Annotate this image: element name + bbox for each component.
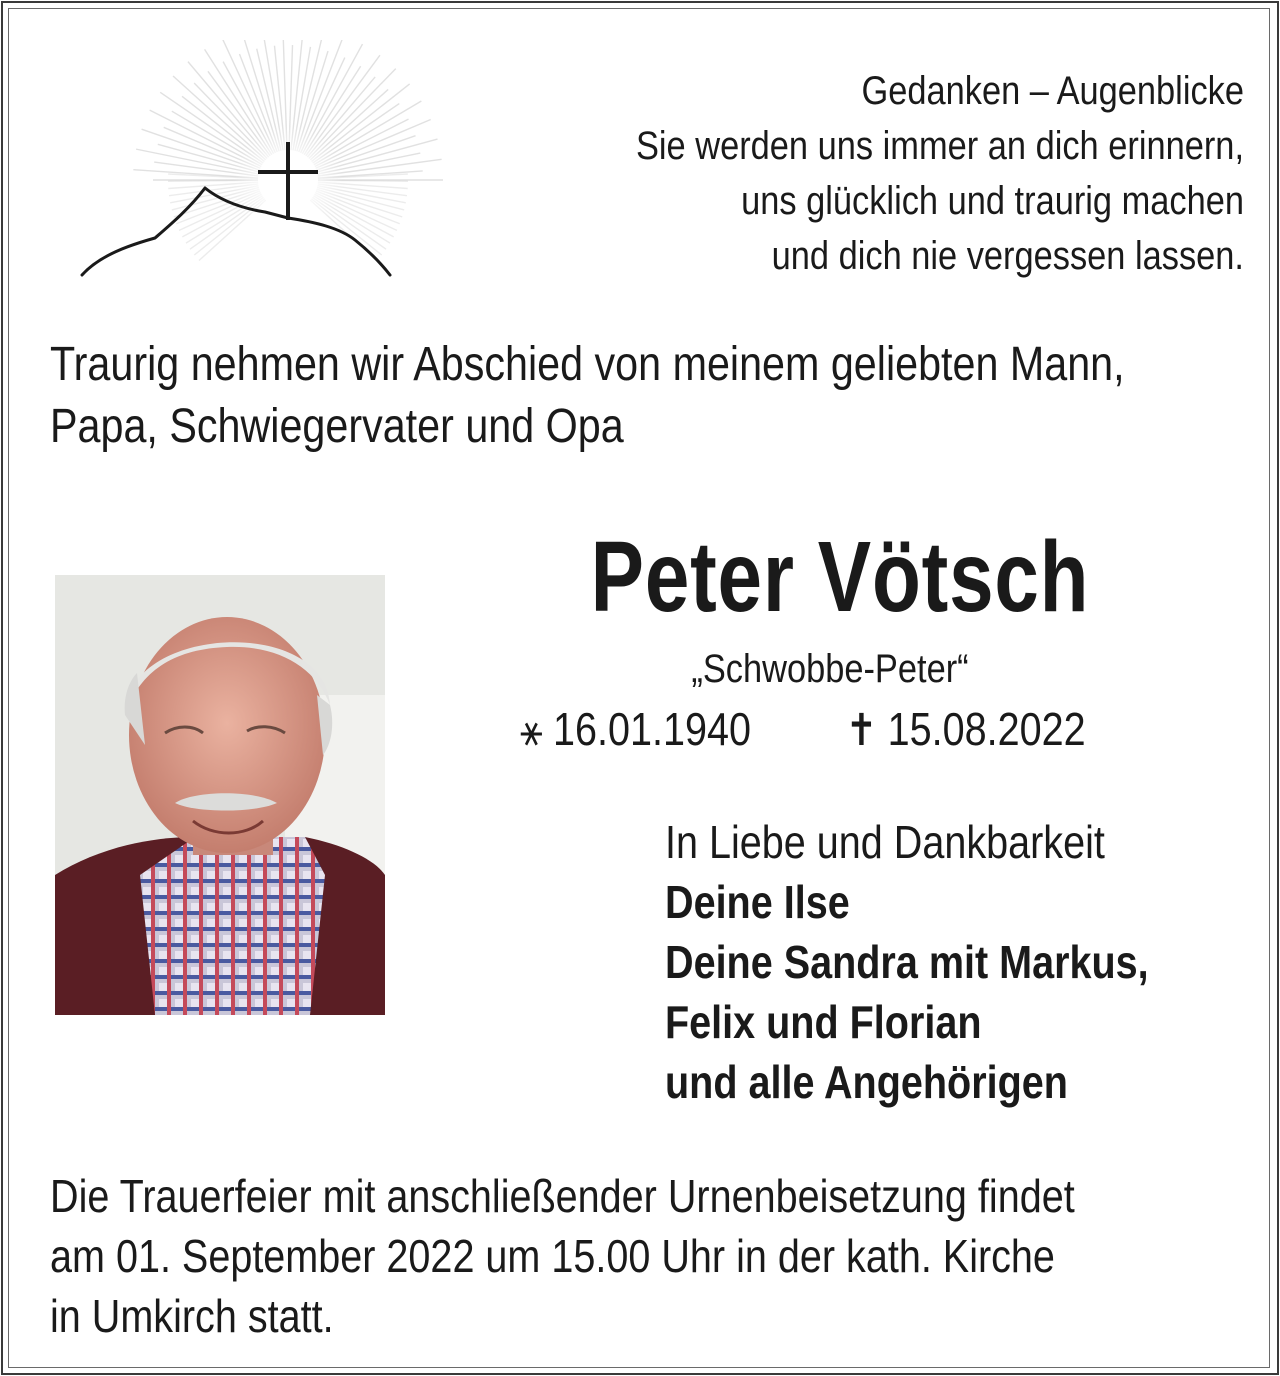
signatory-line: Deine Ilse (665, 876, 850, 928)
poem-line: Gedanken – Augenblicke (861, 69, 1244, 113)
service-line: am 01. September 2022 um 15.00 Uhr in der kath. Kirche (50, 1230, 1055, 1282)
deceased-nickname: „Schwobbe-Peter“ (691, 647, 969, 691)
poem-block (590, 64, 1244, 284)
portrait-photo (55, 575, 385, 1015)
closing-intro: In Liebe und Dankbarkeit (665, 816, 1105, 868)
service-info (50, 1166, 1254, 1346)
poem-line: uns glücklich und traurig machen (741, 179, 1244, 223)
poem-line: und dich nie vergessen lassen. (771, 234, 1244, 278)
birth-star-icon: ⚹ (520, 706, 543, 755)
service-line: in Umkirch statt. (50, 1290, 334, 1342)
life-dates (520, 700, 1122, 760)
mountain-cross-icon (70, 40, 450, 290)
intro-line: Papa, Schwiegervater und Opa (50, 400, 624, 453)
closing-block (665, 812, 1267, 1112)
service-line: Die Trauerfeier mit anschließender Urnenbeisetzung findet (50, 1170, 1075, 1222)
birth-date: 16.01.1940 (553, 703, 752, 755)
intro-text (50, 334, 1168, 458)
deceased-name: Peter Vötsch (590, 521, 1090, 633)
death-date: 15.08.2022 (887, 703, 1086, 755)
signatory-line: und alle Angehörigen (665, 1056, 1068, 1108)
signatory-line: Deine Sandra mit Markus, (665, 936, 1149, 988)
poem-line: Sie werden uns immer an dich erinnern, (635, 124, 1244, 168)
death-cross-icon: ✝ (845, 706, 878, 755)
signatory-line: Felix und Florian (665, 996, 982, 1048)
intro-line: Traurig nehmen wir Abschied von meinem geliebten Mann, (50, 338, 1125, 391)
